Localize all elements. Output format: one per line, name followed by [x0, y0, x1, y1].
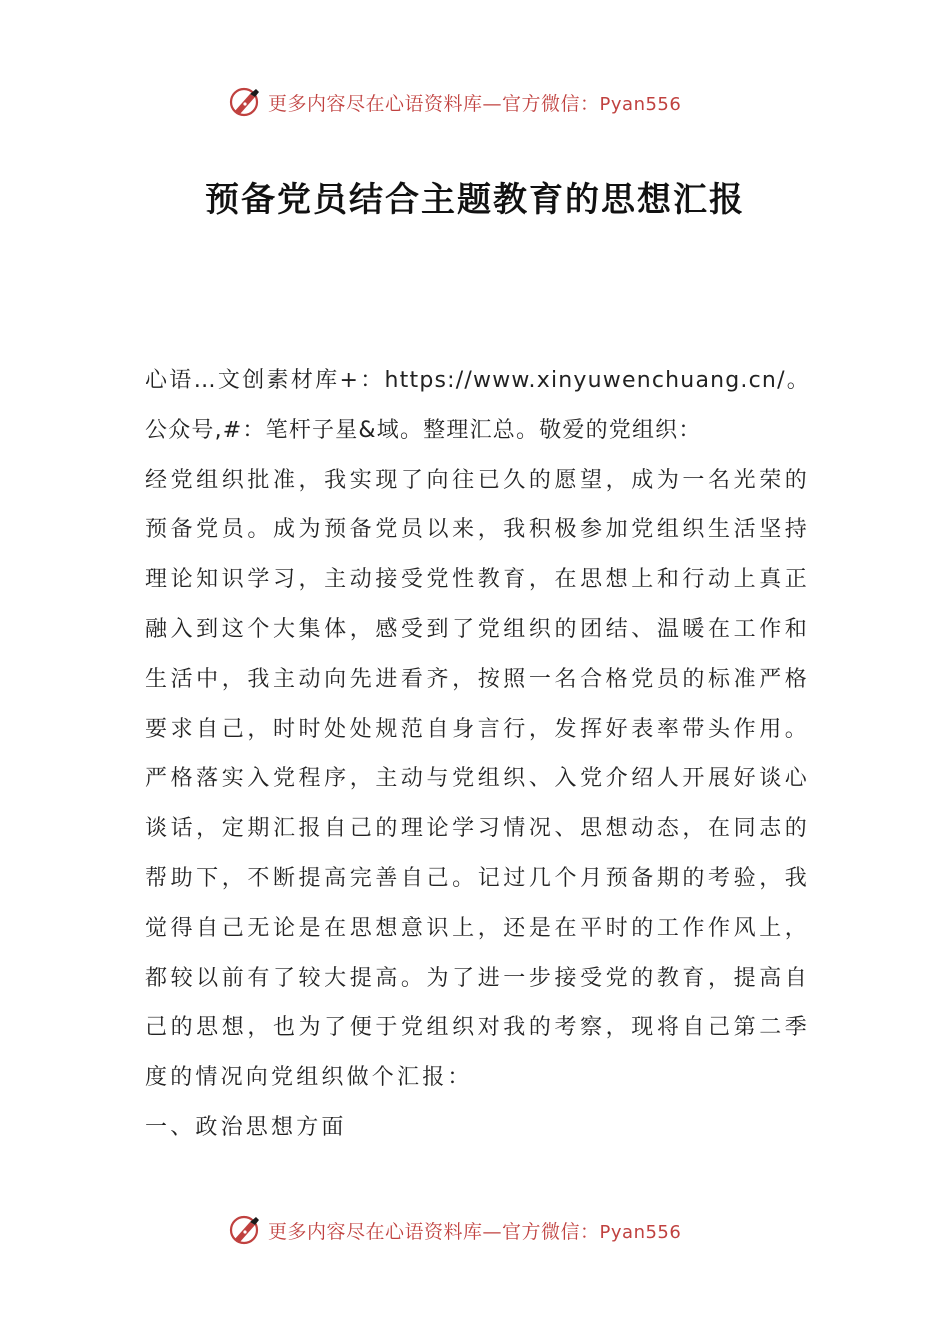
document-body [145, 356, 810, 1153]
section-heading-politics: 一、政治思想方面 [145, 1114, 347, 1140]
footer-banner-wechat-id: Pyan556 [599, 1221, 682, 1243]
header-banner-wechat-id: Pyan556 [599, 93, 682, 115]
pen-nib-logo-icon [228, 1213, 262, 1247]
footer-banner-main: 更多内容尽在心语资料库 [268, 1220, 483, 1243]
paragraph-intro: 心语…文创素材库+：https://www.xinyuwenchuang.cn/。公众号,#：笔杆子星&域。整理汇总。敬爱的党组织： [145, 368, 810, 443]
header-banner-wechat-prefix: 官方微信： [502, 92, 600, 115]
footer-banner-wechat-prefix: 官方微信： [502, 1220, 600, 1243]
footer-banner-separator: — [482, 1220, 503, 1243]
header-banner-text [268, 89, 681, 116]
paragraph-main: 经党组织批准，我实现了向往已久的愿望，成为一名光荣的预备党员。成为预备党员以来，我积极参加党组织生活坚持理论知识学习，主动接受党性教育，在思想上和行动上真正融入到这个大集体，感受到了党组织的团结、温暖在工作和生活中，我主动向先进看齐，按照一名合格党员的标准严格要求自己，时时处处规范自身言行，发挥好表率带头作用。严格落实入党程序，主动与党组织、入党介绍人开展好谈心谈话，定期汇报自己的理论学习情况、思想动态，在同志的帮助下，不断提高完善自己。记过几个月预备期的考验，我觉得自己无论是在思想意识上，还是在平时的工作作风上，都较以前有了较大提高。为了进一步接受党的教育，提高自己的思想，也为了便于党组织对我的考察，现将自己第二季度的情况向党组织做个汇报： [145, 467, 810, 1091]
document-title: 预备党员结合主题教育的思想汇报 [205, 180, 745, 220]
pen-nib-logo-icon [228, 85, 262, 119]
footer-banner-text [268, 1217, 681, 1244]
header-banner-separator: — [482, 92, 503, 115]
header-banner [228, 82, 748, 122]
footer-banner [228, 1210, 748, 1250]
header-banner-main: 更多内容尽在心语资料库 [268, 92, 483, 115]
